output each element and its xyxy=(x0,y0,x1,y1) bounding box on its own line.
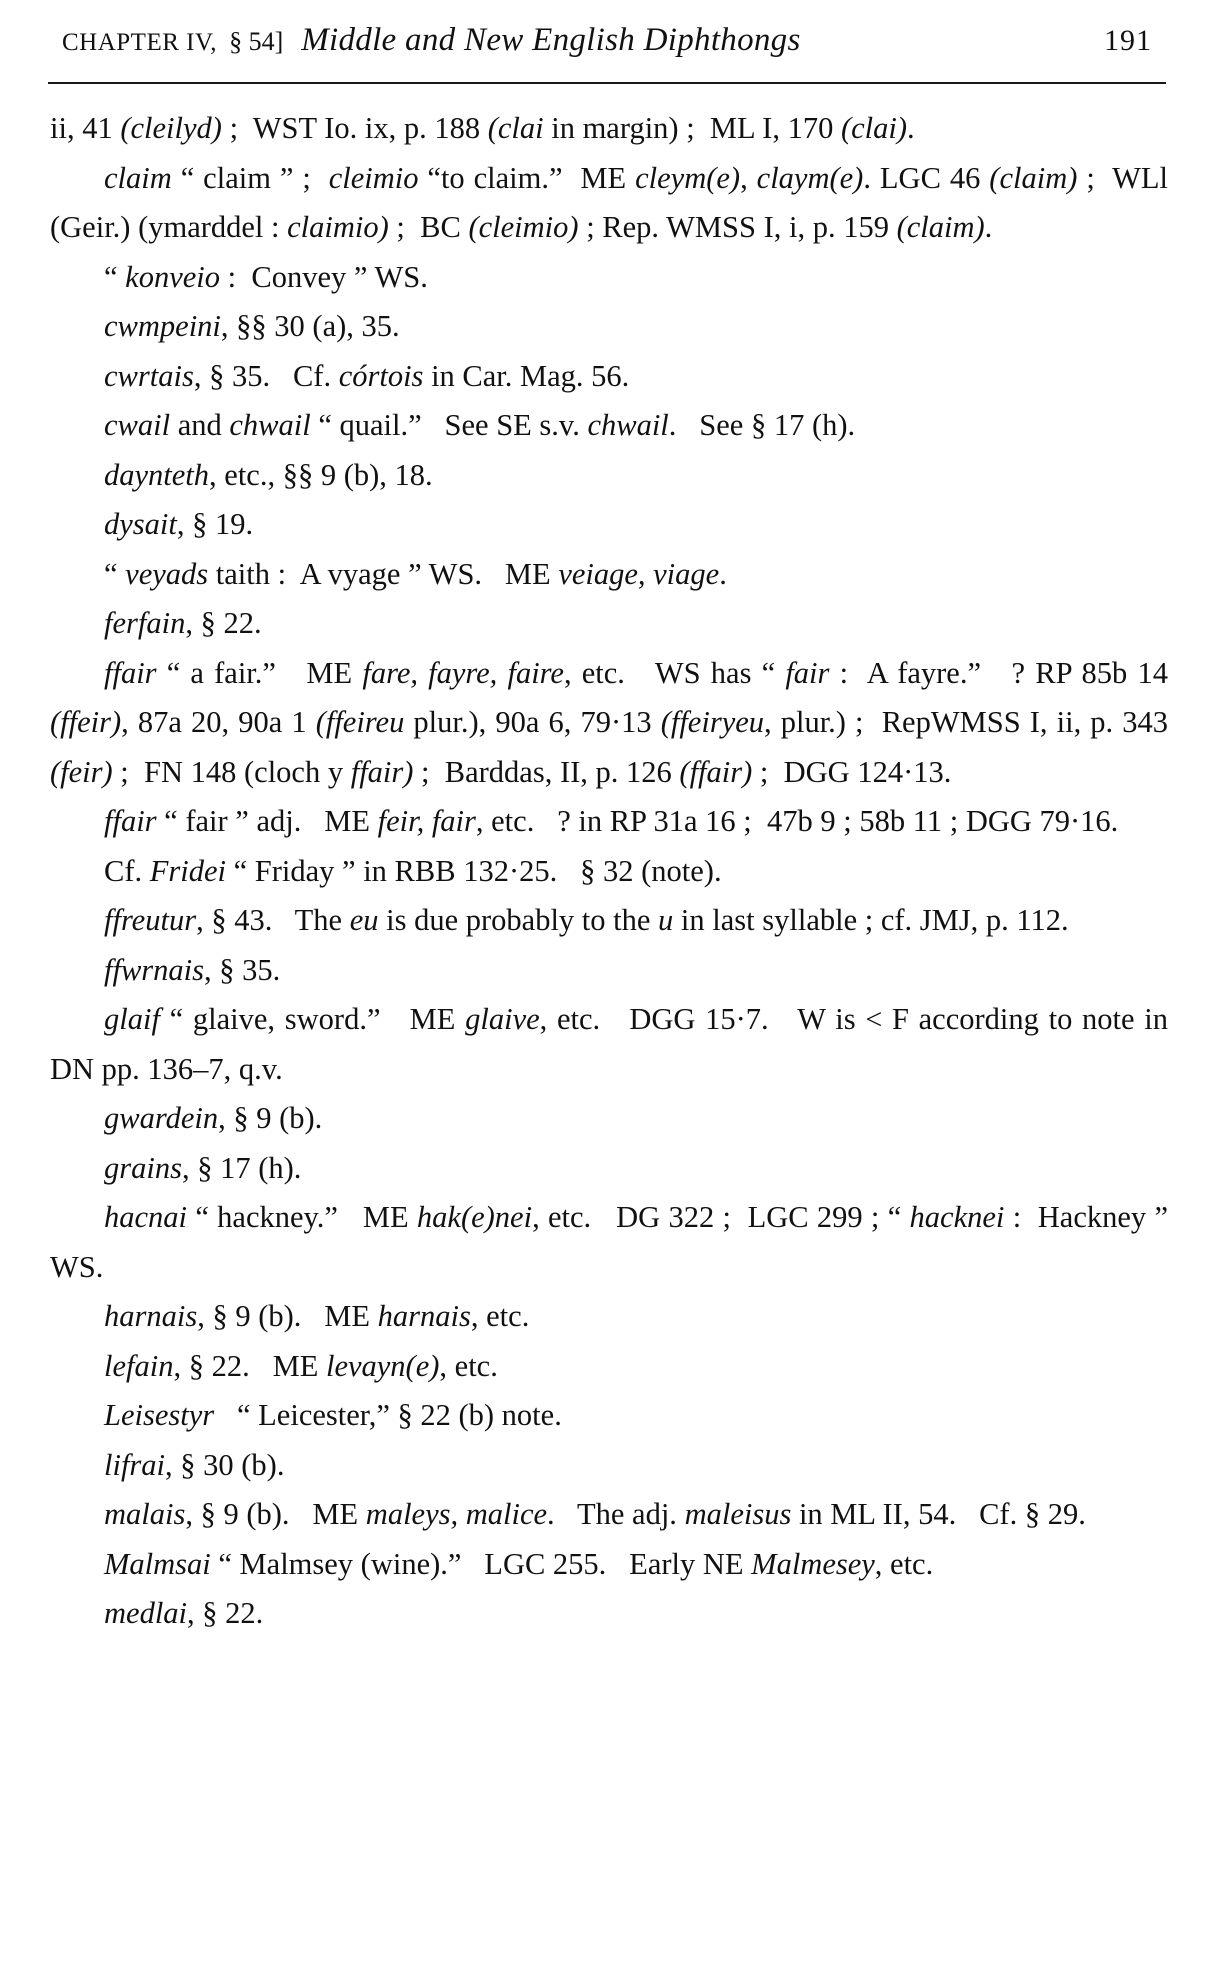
entry-paragraph: “ veyads taith : A vyage ” WS. ME veiage, viage. xyxy=(104,556,727,591)
entry-paragraph: ferfain, § 22. xyxy=(104,606,262,640)
entry-paragraph: claim “ claim ” ; cleimio “to claim.” ME cleym(e), claym(e). LGC 46 (claim) ; WLl (Geir.) (ymarddel : claimio) ; BC (cleimio) ; Rep. WMSS I, i, p. 159 (claim). xyxy=(50,160,1169,244)
entry-paragraph: Malmsai “ Malmsey (wine).” LGC 255. Early NE Malmesey, etc. xyxy=(104,1546,934,1581)
entry-paragraph: medlai, § 22. xyxy=(104,1596,264,1630)
entry-paragraph: cwmpeini, §§ 30 (a), 35. xyxy=(104,309,400,343)
entry-paragraph: cwrtais, § 35. Cf. córtois in Car. Mag. 56. xyxy=(104,358,630,393)
entry-paragraph: dysait, § 19. xyxy=(104,507,254,541)
entry-paragraph: cwail and chwail “ quail.” See SE s.v. chwail. See § 17 (h). xyxy=(104,408,856,442)
entry-paragraph: gwardein, § 9 (b). xyxy=(104,1101,323,1135)
entry-paragraph: “ konveio : Convey ” WS. xyxy=(104,259,428,294)
chapter-label: CHAPTER IV, xyxy=(62,29,218,56)
section-number: § 54] xyxy=(229,27,284,56)
entry-paragraph: malais, § 9 (b). ME maleys, malice. The adj. maleisus in ML II, 54. Cf. § 29. xyxy=(104,1497,1086,1531)
entry-paragraph: ffair “ a fair.” ME fare, fayre, faire, etc. WS has “ fair : A fayre.” ? RP 85b 14 (ffeir), 87a 20, 90a 1 (ffeireu plur.), 90a 6, 79·13 (ffeiryeu, plur.) ; RepWMSS I, ii, p. 343 (feir) ; FN 148 (cloch y ffair) ; Barddas, II, p. 126 (ffair) ; DGG 124·13. xyxy=(50,655,1168,789)
entry-paragraph: ffair “ fair ” adj. ME feir, fair, etc. ? in RP 31a 16 ; 47b 9 ; 58b 11 ; DGG 79·16. xyxy=(104,804,1119,838)
page-number: 191 xyxy=(1104,24,1152,57)
entry-paragraph: daynteth, etc., §§ 9 (b), 18. xyxy=(104,457,433,492)
entry-paragraph: harnais, § 9 (b). ME harnais, etc. xyxy=(104,1299,530,1333)
running-head xyxy=(62,22,1152,76)
entry-paragraph: lefain, § 22. ME levayn(e), etc. xyxy=(104,1348,498,1383)
page-title: Middle and New English Diphthongs xyxy=(301,22,801,58)
entry-paragraph: glaif “ glaive, sword.” ME glaive, etc. DGG 15·7. W is < F according to note in DN pp. 136–7, q.v. xyxy=(50,1002,1169,1086)
entry-paragraph: ffreutur, § 43. The eu is due probably to the u in last syllable ; cf. JMJ, p. 112. xyxy=(104,903,1069,937)
entry-paragraph: Leisestyr “ Leicester,” § 22 (b) note. xyxy=(104,1398,562,1432)
entry-paragraph: grains, § 17 (h). xyxy=(104,1150,302,1185)
body-text xyxy=(50,104,1168,1639)
header-rule xyxy=(48,82,1166,84)
entry-paragraph: lifrai, § 30 (b). xyxy=(104,1447,285,1482)
entry-paragraph: ffwrnais, § 35. xyxy=(104,952,281,987)
entry-paragraph: ii, 41 (cleilyd) ; WST Io. ix, p. 188 (clai in margin) ; ML I, 170 (clai). xyxy=(50,111,915,145)
entry-paragraph: Cf. Fridei “ Friday ” in RBB 132·25. § 32 (note). xyxy=(104,853,722,888)
entry-paragraph: hacnai “ hackney.” ME hak(e)nei, etc. DG 322 ; LGC 299 ; “ hacknei : Hackney ” WS. xyxy=(50,1200,1168,1284)
